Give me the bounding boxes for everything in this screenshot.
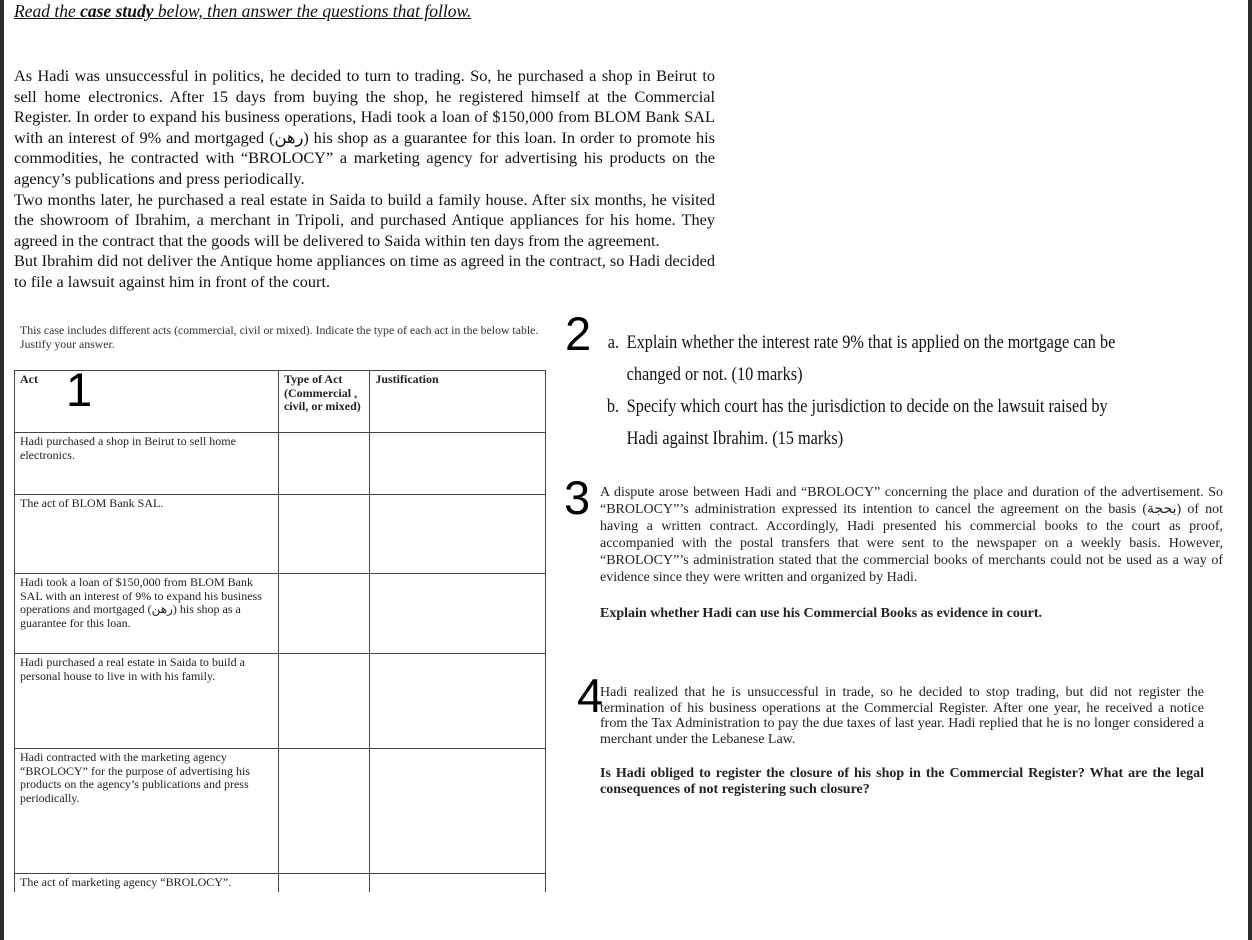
act-cell: Hadi took a loan of $150,000 from BLOM Bank SAL with an interest of 9% to expand his business operations and mortgaged (رهن) his shop as a guarantee for this loan.	[15, 574, 279, 654]
case-paragraph: But Ibrahim did not deliver the Antique home appliances on time as agreed in the contract, so Hadi decided to file a lawsuit against him in front of the court.	[14, 251, 715, 291]
act-cell: Hadi contracted with the marketing agency “BROLOCY” for the purpose of advertising his products on the agency’s publications and press periodically.	[15, 749, 279, 874]
header-justification: Justification	[370, 371, 546, 433]
type-cell[interactable]	[278, 495, 369, 574]
question-4	[600, 685, 1204, 797]
table-row	[15, 874, 546, 892]
question-number-1: 1	[66, 363, 93, 416]
question-2a: a. Explain whether the interest rate 9% that is applied on the mortgage can be changed or not. (10 marks)	[623, 327, 1134, 391]
case-paragraph: Two months later, he purchased a real estate in Saida to build a family house. After six months, he visited the showroom of Ibrahim, a merchant in Tripoli, and purchased Antique appliances for his home. They agreed in the contract that the goods will be delivered to Saida within ten days from the agreement.	[14, 189, 715, 250]
question-2	[602, 327, 1134, 455]
act-cell: The act of BLOM Bank SAL.	[15, 495, 279, 574]
question-number-4: 4	[577, 669, 604, 722]
page-instruction-header: Read the case study below, then answer the questions that follow.	[14, 1, 472, 21]
header-type-of-act: Type of Act (Commercial , civil, or mixed)	[278, 371, 369, 433]
table-row	[15, 433, 546, 495]
question-number-3: 3	[564, 471, 591, 524]
left-border	[0, 0, 4, 940]
table-row	[15, 574, 546, 654]
question-4-prompt: Is Hadi obliged to register the closure of his shop in the Commercial Register? What are the legal consequences of not registering such closure?	[600, 766, 1204, 797]
type-cell[interactable]	[278, 574, 369, 654]
right-border	[1248, 0, 1252, 940]
type-cell[interactable]	[278, 874, 369, 892]
justification-cell[interactable]	[370, 574, 546, 654]
type-cell[interactable]	[278, 433, 369, 495]
type-cell[interactable]	[278, 749, 369, 874]
act-cell: The act of marketing agency “BROLOCY”.	[15, 874, 279, 892]
case-paragraph: As Hadi was unsuccessful in politics, he decided to turn to trading. So, he purchased a shop in Beirut to sell home electronics. After 15 days from buying the shop, he registered himself at the Commercial Register. In order to expand his business operations, Hadi took a loan of $150,000 from BLOM Bank SAL with an interest of 9% and mortgaged (رهن) his shop as a guarantee for this loan. In order to promote his commodities, he contracted with “BROLOCY” a marketing agency for advertising his products on the agency’s publications and press periodically.	[14, 66, 715, 188]
question-4-scenario: Hadi realized that he is unsuccessful in trade, so he decided to stop trading, but did not register the termination of his business operations at the Commercial Register. After one year, he received a notice from the Tax Administration to pay the due taxes of last year. Hadi replied that he is no longer considered a merchant under the Lebanese Law.	[600, 685, 1204, 747]
table-instructions: This case includes different acts (commercial, civil or mixed). Indicate the type of each act in the below table. Justify your answer.	[20, 323, 539, 351]
question-3-prompt: Explain whether Hadi can use his Commercial Books as evidence in court.	[600, 606, 1043, 621]
question-2b: b. Specify which court has the jurisdiction to decide on the lawsuit raised by Hadi against Ibrahim. (15 marks)	[623, 391, 1134, 455]
justification-cell[interactable]	[370, 749, 546, 874]
acts-table	[14, 370, 546, 892]
question-3-scenario: A dispute arose between Hadi and “BROLOCY” concerning the place and duration of the advertisement. So “BROLOCY”’s administration expressed its intention to cancel the agreement on the basis (بحجة) of not having a written contract. Accordingly, Hadi presented his commercial books to the court as proof, accompanied with the postal transfers that were sent to the newspaper on a weekly basis. However, “BROLOCY”’s administration stated that the commercial books of merchants could not be used as a way of evidence since they were written and organized by Hadi.	[600, 485, 1223, 585]
act-cell: Hadi purchased a real estate in Saida to build a personal house to live in with his family.	[15, 654, 279, 749]
table-row	[15, 749, 546, 874]
table-row	[15, 495, 546, 574]
case-study-text	[14, 66, 715, 293]
question-number-2: 2	[565, 307, 592, 360]
type-cell[interactable]	[278, 654, 369, 749]
justification-cell[interactable]	[370, 874, 546, 892]
header-act: Act	[15, 371, 279, 433]
justification-cell[interactable]	[370, 654, 546, 749]
table-header-row	[15, 371, 546, 433]
question-3	[600, 484, 1223, 622]
justification-cell[interactable]	[370, 495, 546, 574]
justification-cell[interactable]	[370, 433, 546, 495]
table-row	[15, 654, 546, 749]
act-cell: Hadi purchased a shop in Beirut to sell home electronics.	[15, 433, 279, 495]
